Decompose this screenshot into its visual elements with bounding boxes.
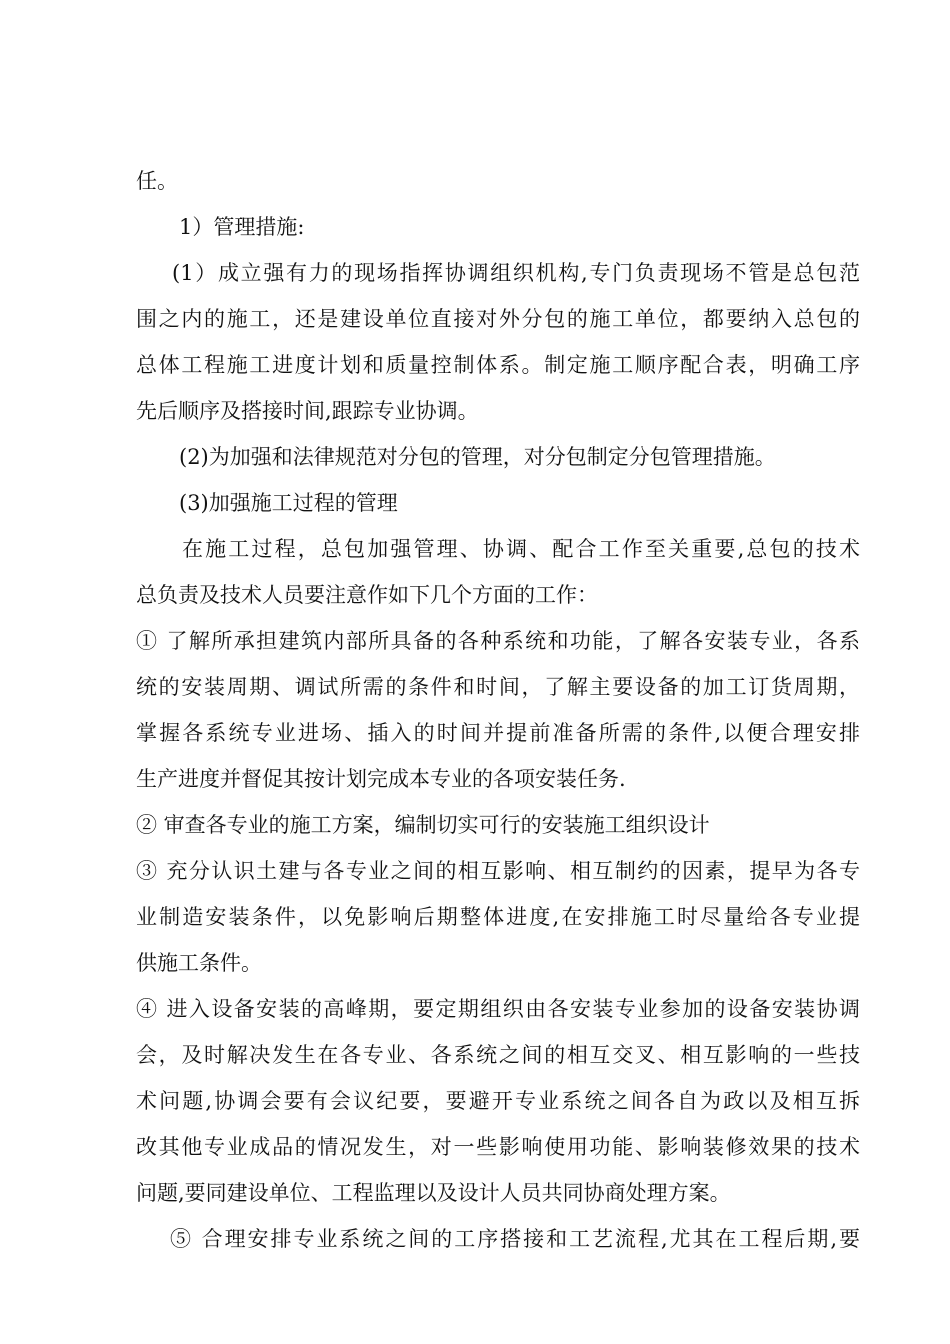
- text-line: 业制造安装条件，以免影响后期整体进度,在安排施工时尽量给各专业提: [136, 905, 860, 929]
- text-line: 统的安装周期、调试所需的条件和时间，了解主要设备的加工订货周期，: [136, 675, 860, 699]
- text-line: (3)加强施工过程的管理: [179, 491, 398, 515]
- text-line: 任。: [136, 169, 178, 193]
- text-line: 围之内的施工，还是建设单位直接对外分包的施工单位，都要纳入总包的: [136, 307, 860, 331]
- text-line: 改其他专业成品的情况发生，对一些影响使用功能、影响装修效果的技术: [136, 1135, 860, 1159]
- list-item-2: ② 审查各专业的施工方案，编制切实可行的安装施工组织设计: [136, 813, 710, 837]
- text-line: 先后顺序及搭接时间,跟踪专业协调。: [136, 399, 479, 423]
- section-heading: 1）管理措施:: [179, 215, 305, 239]
- text-line: 供施工条件。: [136, 951, 262, 975]
- text-line: 掌握各系统专业进场、插入的时间并提前准备所需的条件,以便合理安排: [136, 721, 860, 745]
- text-line: 总负责及技术人员要注意作如下几个方面的工作：: [136, 583, 598, 607]
- text-line: (2)为加强和法律规范对分包的管理，对分包制定分包管理措施。: [179, 445, 776, 469]
- text-line: 生产进度并督促其按计划完成本专业的各项安装任务.: [136, 767, 626, 791]
- text-line: 在施工过程，总包加强管理、协调、配合工作至关重要,总包的技术: [182, 537, 860, 561]
- list-item-4: ④ 进入设备安装的高峰期，要定期组织由各安装专业参加的设备安装协调: [136, 997, 860, 1021]
- list-item-1: ① 了解所承担建筑内部所具备的各种系统和功能，了解各安装专业，各系: [136, 629, 860, 653]
- text-line: (1）成立强有力的现场指挥协调组织机构,专门负责现场不管是总包范: [172, 261, 860, 285]
- list-item-3: ③ 充分认识土建与各专业之间的相互影响、相互制约的因素，提早为各专: [136, 859, 860, 883]
- list-item-5: ⑤ 合理安排专业系统之间的工序搭接和工艺流程,尤其在工程后期,要: [170, 1227, 860, 1251]
- text-line: 术问题,协调会要有会议纪要，要避开专业系统之间各自为政以及相互拆: [136, 1089, 860, 1113]
- text-line: 总体工程施工进度计划和质量控制体系。制定施工顺序配合表，明确工序: [136, 353, 860, 377]
- text-line: 问题,要同建设单位、工程监理以及设计人员共同协商处理方案。: [136, 1181, 731, 1205]
- text-line: 会，及时解决发生在各专业、各系统之间的相互交叉、相互影响的一些技: [136, 1043, 860, 1067]
- document-body: [136, 158, 860, 1262]
